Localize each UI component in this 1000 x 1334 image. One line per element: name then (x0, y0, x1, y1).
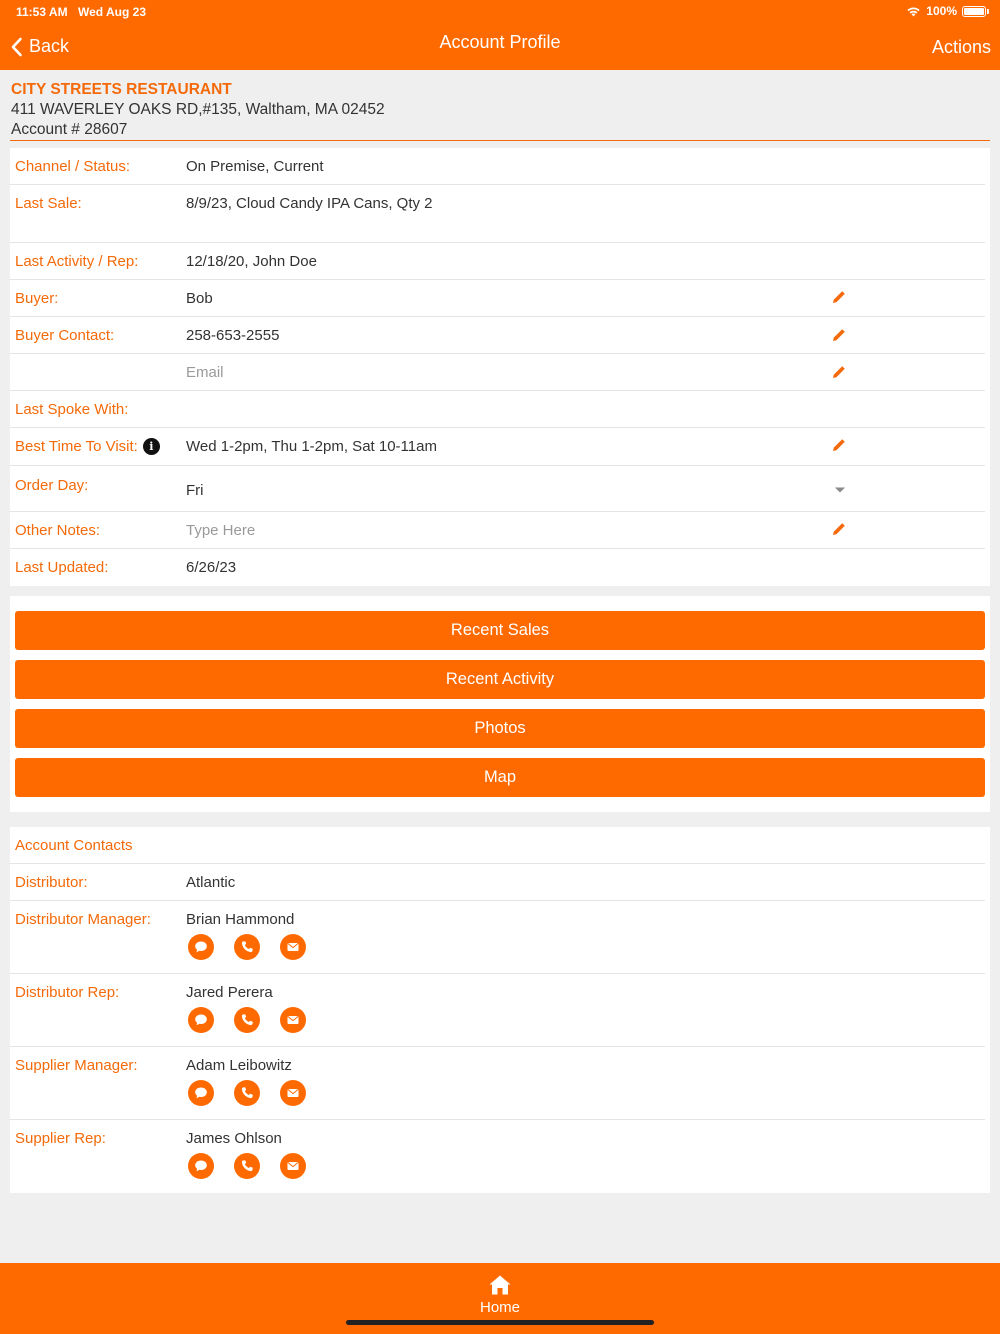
contact-role-label: Supplier Manager: (15, 1057, 138, 1074)
contact-row (10, 1120, 985, 1193)
last-sale-value: 8/9/23, Cloud Candy IPA Cans, Qty 2 (186, 195, 433, 212)
channel-label: Channel / Status: (15, 158, 131, 175)
channel-row (10, 148, 985, 185)
email-icon[interactable] (280, 1007, 306, 1033)
last-updated-value: 6/26/23 (186, 559, 237, 576)
order-day-label: Order Day: (15, 477, 89, 494)
best-time-row (10, 428, 985, 466)
map-button[interactable]: Map (15, 758, 985, 797)
contact-actions (188, 934, 306, 960)
buyer-contact-label: Buyer Contact: (15, 327, 115, 344)
buyer-email-field[interactable]: Email (186, 364, 224, 381)
account-details-card (10, 148, 990, 586)
buyer-phone-value[interactable]: 258-653-2555 (186, 327, 280, 344)
account-name: CITY STREETS RESTAURANT (11, 81, 232, 98)
last-spoke-row (10, 391, 985, 428)
best-time-label-group (15, 438, 160, 455)
home-icon (488, 1273, 512, 1297)
edit-pencil-icon[interactable] (831, 364, 847, 380)
last-sale-row (10, 185, 985, 243)
status-time: 11:53 AM (16, 5, 68, 19)
last-updated-label: Last Updated: (15, 559, 109, 576)
buyer-row (10, 280, 985, 317)
email-icon[interactable] (280, 1080, 306, 1106)
photos-button[interactable]: Photos (15, 709, 985, 748)
phone-icon[interactable] (234, 1007, 260, 1033)
other-notes-label: Other Notes: (15, 522, 101, 539)
contact-row (10, 901, 985, 974)
edit-pencil-icon[interactable] (831, 437, 847, 453)
contact-name: Brian Hammond (186, 911, 295, 928)
contact-actions (188, 1007, 306, 1033)
channel-value: On Premise, Current (186, 158, 324, 175)
contact-actions (188, 1153, 306, 1179)
wifi-icon (906, 6, 921, 17)
last-updated-row (10, 549, 985, 586)
tab-home[interactable] (0, 1273, 1000, 1316)
page-title: Account Profile (439, 32, 561, 52)
buyer-contact-row (10, 317, 985, 354)
contact-role-label: Supplier Rep: (15, 1130, 106, 1147)
message-icon[interactable] (188, 934, 214, 960)
last-activity-label: Last Activity / Rep: (15, 253, 139, 270)
contact-name: Adam Leibowitz (186, 1057, 292, 1074)
email-icon[interactable] (280, 1153, 306, 1179)
chevron-down-icon[interactable] (834, 486, 846, 494)
actions-button[interactable]: Actions (931, 37, 991, 57)
best-time-value[interactable]: Wed 1-2pm, Thu 1-2pm, Sat 10-11am (186, 438, 437, 455)
last-sale-label: Last Sale: (15, 195, 82, 212)
back-label: Back (29, 36, 70, 56)
buyer-email-row (10, 354, 985, 391)
order-day-row[interactable] (10, 466, 985, 512)
phone-icon[interactable] (234, 1080, 260, 1106)
distributor-value: Atlantic (186, 874, 236, 891)
message-icon[interactable] (188, 1153, 214, 1179)
contact-actions (188, 1080, 306, 1106)
account-contacts-card (10, 827, 990, 1193)
message-icon[interactable] (188, 1080, 214, 1106)
battery-percent: 100% (926, 4, 957, 18)
distributor-label: Distributor: (15, 874, 88, 891)
header-divider (10, 140, 990, 141)
battery-icon (962, 6, 986, 17)
buyer-label: Buyer: (15, 290, 59, 307)
last-activity-value: 12/18/20, John Doe (186, 253, 317, 270)
account-number: Account # 28607 (11, 121, 128, 138)
other-notes-row (10, 512, 985, 549)
edit-pencil-icon[interactable] (831, 289, 847, 305)
order-day-value[interactable]: Fri (186, 482, 204, 499)
contact-role-label: Distributor Rep: (15, 984, 120, 1001)
actions-card (10, 596, 990, 812)
edit-pencil-icon[interactable] (831, 327, 847, 343)
contact-name: James Ohlson (186, 1130, 282, 1147)
account-contacts-header: Account Contacts (15, 837, 133, 854)
contacts-header-row (10, 827, 985, 864)
status-indicators (906, 4, 986, 18)
tab-bar (0, 1263, 1000, 1334)
best-time-label: Best Time To Visit: (15, 438, 138, 455)
last-activity-row (10, 243, 985, 280)
phone-icon[interactable] (234, 934, 260, 960)
contact-name: Jared Perera (186, 984, 273, 1001)
contact-role-label: Distributor Manager: (15, 911, 151, 928)
edit-pencil-icon[interactable] (831, 521, 847, 537)
home-indicator[interactable] (346, 1320, 654, 1325)
phone-icon[interactable] (234, 1153, 260, 1179)
distributor-row (10, 864, 985, 901)
account-address: 411 WAVERLEY OAKS RD,#135, Waltham, MA 02452 (11, 101, 385, 118)
info-icon[interactable]: i (143, 438, 160, 455)
last-spoke-label: Last Spoke With: (15, 401, 129, 418)
contact-row (10, 1047, 985, 1120)
recent-sales-button[interactable]: Recent Sales (15, 611, 985, 650)
status-date: Wed Aug 23 (78, 5, 147, 19)
contact-row (10, 974, 985, 1047)
home-label: Home (479, 1299, 520, 1316)
message-icon[interactable] (188, 1007, 214, 1033)
email-icon[interactable] (280, 934, 306, 960)
navigation-bar (0, 0, 1000, 70)
buyer-value[interactable]: Bob (186, 290, 213, 307)
recent-activity-button[interactable]: Recent Activity (15, 660, 985, 699)
other-notes-field[interactable]: Type Here (186, 522, 256, 539)
